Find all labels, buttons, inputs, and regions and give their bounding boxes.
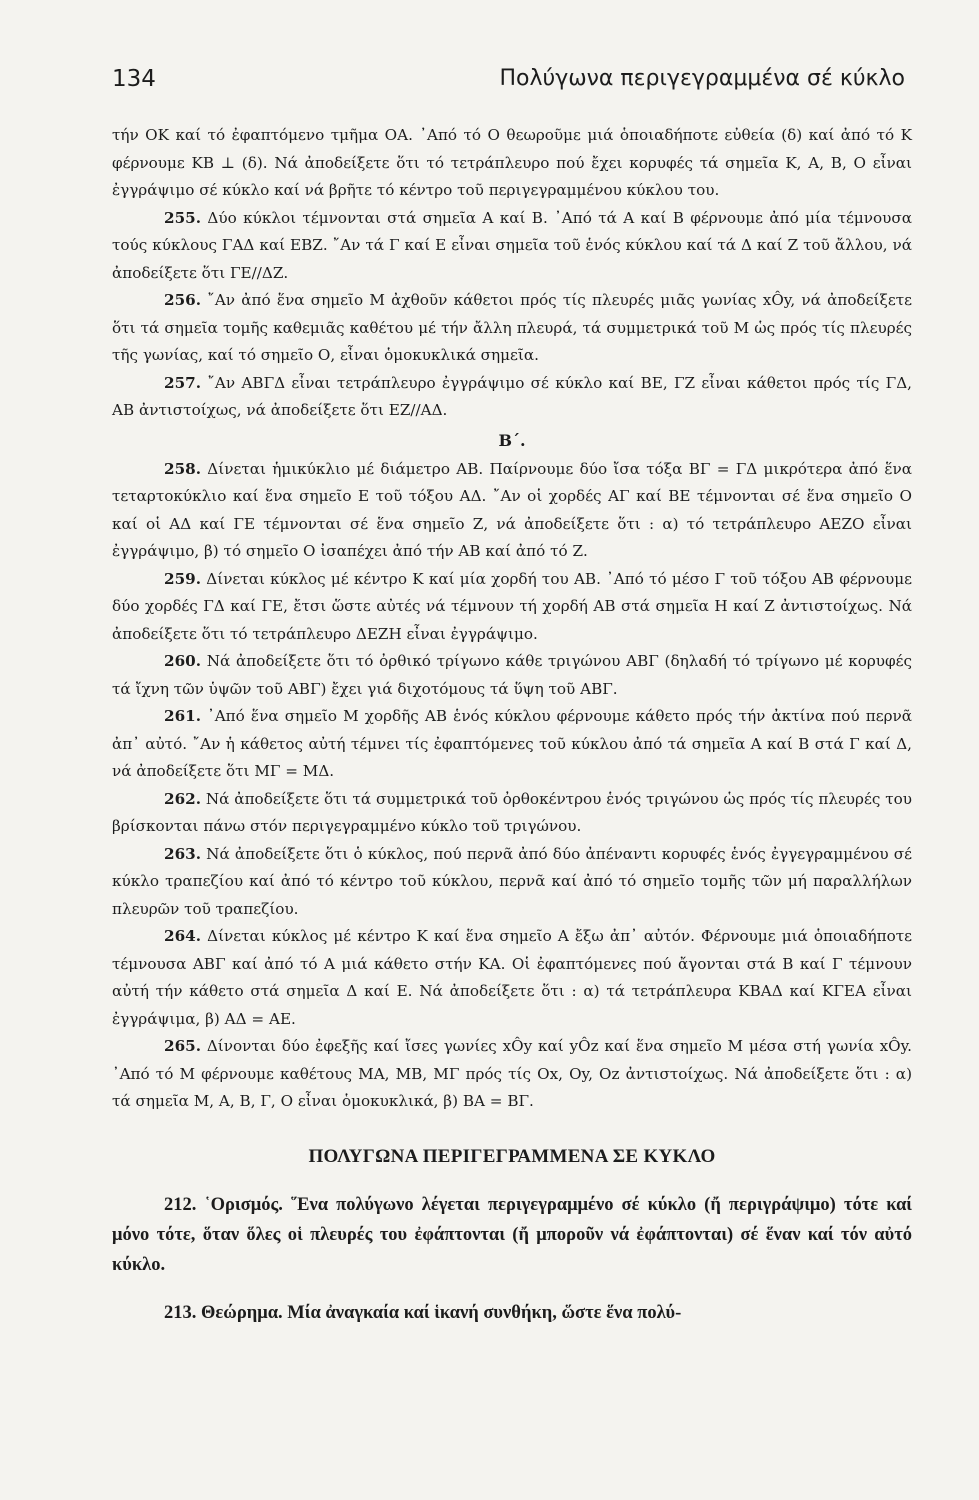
exercise-number: 261. [164,707,201,725]
exercise-257 [112,370,912,425]
exercise-259 [112,566,912,649]
exercise-text: Δίνεται ἡμικύκλιο μέ διάμετρο ΑΒ. Παίρνουμε δύο ἴσα τόξα ΒΓ = ΓΔ μικρότερα ἀπό ἕνα τεταρτοκύκλιο καί ἕνα σημεῖο Ε τοῦ τόξου ΑΔ. ῎Αν οἱ χορδές ΑΓ καί ΒΕ τέμνονται σέ ἕνα σημεῖο Ο καί οἱ ΑΔ καί ΓΕ τέμνονται σέ ἕνα σημεῖο Ζ, νά ἀποδείξετε ὅτι : α) τό τετράπλευρο ΑΕΖΟ εἶναι ἐγγράψιμο, β) τό σημεῖο Ο ἰσαπέχει ἀπό τήν ΑΒ καί ἀπό τό Ζ. [112,459,912,560]
theorem-number: 213. [164,1302,197,1323]
exercise-number: 264. [164,927,201,945]
exercise-text: Νά ἀποδείξετε ὅτι τό ὀρθικό τρίγωνο κάθε τριγώνου ΑΒΓ (δηλαδή τό τρίγωνο μέ κορυφές τά ἴχνη τῶν ὑψῶν τοῦ ΑΒΓ) ἔχει γιά διχοτόμους τά ὕψη τοῦ ΑΒΓ. [112,652,913,698]
exercise-text: Δίνεται κύκλος μέ κέντρο Κ καί μία χορδή του ΑΒ. ᾽Από τό μέσο Γ τοῦ τόξου ΑΒ φέρνουμε δύο χορδές ΓΔ καί ΓΕ, ἔτσι ὥστε αὐτές νά τέμνουν τή χορδή ΑΒ στά σημεῖα Η καί Ζ ἀντιστοίχως. Νά ἀποδείξετε ὅτι τό τετράπλευρο ΔΕΖΗ εἶναι ἐγγράψιμο. [112,569,912,643]
exercise-264 [112,923,912,1033]
exercise-265 [112,1033,912,1116]
definition-212 [112,1190,912,1280]
exercise-text: Δίνεται κύκλος μέ κέντρο Κ καί ἕνα σημεῖο Α ἔξω ἀπ᾽ αὐτόν. Φέρνουμε μιά ὁποιαδήποτε τέμνουσα ΑΒΓ καί ἀπό τό Α μιά κάθετο στήν ΚΑ. Οἱ ἐφαπτόμενες πού ἄγονται στά Β καί Γ τέμνουν αὐτή τήν κάθετο στά σημεῖα Δ καί Ε. Νά ἀποδείξετε ὅτι : α) τά τετράπλευρα ΚΒΑΔ καί ΚΓΕΑ εἶναι ἐγγράψιμα, β) ΑΔ = ΑΕ. [112,927,913,1028]
exercise-text: Νά ἀποδείξετε ὅτι τά συμμετρικά τοῦ ὀρθοκέντρου ἑνός τριγώνου ὡς πρός τίς πλευρές του βρίσκονται πάνω στόν περιγεγραμμένο κύκλο τοῦ τριγώνου. [112,789,912,835]
section-mark: Β΄. [498,430,526,450]
running-header: Πολύγωνα περιγεγραμμένα σέ κύκλο [499,66,905,91]
theorem-text: Θεώρημα. Μία ἀναγκαία καί ἱκανή συνθήκη, ὥστε ἕνα πολύ- [201,1302,682,1323]
exercise-text: ᾽Από ἕνα σημεῖο Μ χορδῆς ΑΒ ἑνός κύκλου φέρνουμε κάθετο πρός τήν ἀκτίνα πού περνᾶ ἀπ᾽ αὐτό. ῎Αν ἡ κάθετος αὐτή τέμνει τίς ἐφαπτόμενες τοῦ κύκλου ἀπό τά σημεῖα Α καί Β στά Γ καί Δ, νά ἀποδείξετε ὅτι ΜΓ = ΜΔ. [112,707,912,780]
exercise-258 [112,456,912,566]
definition-number: 212. [164,1194,197,1215]
exercise-number: 259. [164,569,201,588]
exercise-number: 265. [164,1037,201,1055]
exercise-261 [112,703,912,786]
exercise-text: ῎Αν ΑΒΓΔ εἶναι τετράπλευρο ἐγγράψιμο σέ κύκλο καί ΒΕ, ΓΖ εἶναι κάθετοι πρός τίς ΓΔ, ΑΒ ἀντιστοίχως, νά ἀποδείξετε ὅτι ΕΖ//ΑΔ. [112,373,912,419]
page-body [112,122,912,1328]
exercise-text: Δίνονται δύο ἐφεξῆς καί ἴσες γωνίες xÔy καί yÔz καί ἕνα σημεῖο Μ μέσα στή γωνία xÔy. ᾽Από τό Μ φέρνουμε καθέτους ΜΑ, ΜΒ, ΜΓ πρός τίς Οx, Oy, Oz ἀντιστοίχως. Νά ἀποδείξετε ὅτι : α) τά σημεῖα Μ, Α, Β, Γ, Ο εἶναι ὁμοκυκλικά, β) ΒΑ = ΒΓ. [112,1037,912,1110]
paragraph [112,122,912,205]
exercise-256 [112,287,912,370]
exercise-number: 256. [164,291,201,309]
exercise-255 [112,205,912,288]
paragraph-text: τήν ΟΚ καί τό ἐφαπτόμενο τμῆμα ΟΑ. ᾽Από τό Ο θεωροῦμε μιά ὁποιαδήποτε εὐθεία (δ) καί ἀπό τό Κ φέρνουμε ΚΒ ⊥ (δ). Νά ἀποδείξετε ὅτι τό τετράπλευρο πού ἔχει κορυφές τά σημεῖα Κ, Α, Β, Ο εἶναι ἐγγράψιμο σέ κύκλο καί νά βρῆτε τό κέντρο τοῦ περιγεγραμμένου κύκλου του. [112,126,912,199]
exercise-number: 255. [164,208,201,227]
definition-text: ῾Ορισμός. ῞Ενα πολύγωνο λέγεται περιγεγραμμένο σέ κύκλο (ἤ περιγράψιμο) τότε καί μόνο τότε, ὅταν ὅλες οἱ πλευρές του ἐφάπτονται (ἤ μποροῦν νά ἐφάπτονται) σέ ἕναν καί τόν αὐτό κύκλο. [112,1194,913,1275]
exercise-number: 258. [164,459,201,478]
exercise-262 [112,786,912,841]
exercise-number: 260. [164,652,201,670]
exercise-text: Δύο κύκλοι τέμνονται στά σημεῖα Α καί Β. ᾽Από τά Α καί Β φέρνουμε ἀπό μία τέμνουσα τούς κύκλους ΓΑΔ καί ΕΒΖ. ῎Αν τά Γ καί Ε εἶναι σημεῖα τοῦ ἑνός κύκλου καί τά Δ καί Ζ τοῦ ἄλλου, νά ἀποδείξετε ὅτι ΓΕ//ΔΖ. [112,208,912,282]
exercise-number: 263. [164,844,201,863]
exercise-260 [112,648,912,703]
section-heading: ΠΟΛΥΓΩΝΑ ΠΕΡΙΓΕΓΡΑΜΜΕΝΑ ΣΕ ΚΥΚΛΟ [308,1145,716,1167]
exercise-text: Νά ἀποδείξετε ὅτι ὁ κύκλος, πού περνᾶ ἀπό δύο ἀπέναντι κορυφές ἑνός ἐγγεγραμμένου σέ κύκλο τραπεζίου καί ἀπό τό κέντρο τοῦ κύκλου, περνᾶ καί ἀπό τό σημεῖο τομῆς τῶν μή παραλλήλων πλευρῶν τοῦ τραπεζίου. [112,844,913,918]
exercise-263 [112,841,912,924]
page-number: 134 [112,66,156,92]
exercise-number: 257. [164,373,201,392]
exercise-number: 262. [164,789,201,808]
theorem-213 [112,1298,912,1328]
exercise-text: ῎Αν ἀπό ἕνα σημεῖο Μ ἀχθοῦν κάθετοι πρός τίς πλευρές μιᾶς γωνίας xÔy, νά ἀποδείξετε ὅτι τά σημεῖα τομῆς καθεμιᾶς καθέτου μέ τήν ἄλλη πλευρά, τά συμμετρικά τοῦ Μ ὡς πρός τίς πλευρές τῆς γωνίας, καί τό σημεῖο Ο, εἶναι ὁμοκυκλικά σημεῖα. [112,291,913,364]
